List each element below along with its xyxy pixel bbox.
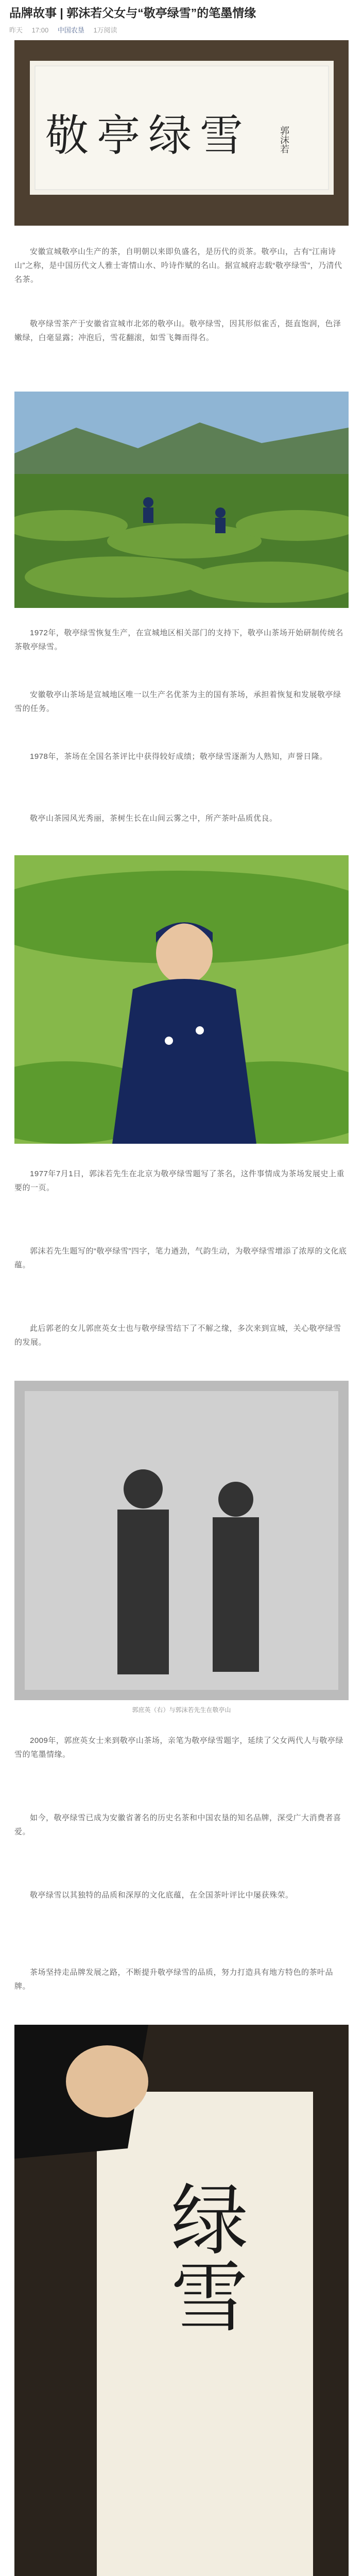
paragraph-11: 如今，敬亭绿雪已成为安徽省著名的历史名茶和中国农垦的知名品牌，深受广大消费者喜爱。: [14, 1814, 341, 1836]
meta-date: 昨天: [9, 26, 23, 34]
meta-time: 17:00: [31, 26, 49, 34]
paragraph-12: 敬亭绿雪以其独特的品质和深厚的文化底蕴，在全国茶叶评比中屡获殊荣。: [30, 1891, 293, 1900]
paragraph-13: 茶场坚持走品牌发展之路，不断提升敬亭绿雪的品质，努力打造具有地方特色的茶叶品牌。: [14, 1968, 334, 1991]
scroll-calligraphy-char: 绿雪: [158, 2179, 247, 2334]
tea-garden-photo: [14, 392, 349, 608]
calligraphy-writing-photo: [14, 2025, 349, 2576]
paragraph-3: 1972年，敬亭绿雪恢复生产，在宣城地区相关部门的支持下，敬亭山茶场开始研制传统名茶敬亭绿雪。: [14, 629, 343, 651]
paragraph-7: 1977年7月1日，郭沫若先生在北京为敬亭绿雪题写了茶名，这件事情成为茶场发展史上重要的一页。: [14, 1170, 345, 1192]
historic-bw-photo: [14, 1381, 349, 1700]
calligraphy-seal-1: 郭沫若: [279, 126, 289, 154]
paragraph-4: 安徽敬亭山茶场是宣城地区唯一以生产名优茶为主的国有茶场，承担着恢复和发展敬亭绿雪的任务。: [14, 690, 341, 713]
paragraph-10: 2009年，郭庶英女士来到敬亭山茶场，亲笔为敬亭绿雪题字，延续了父女两代人与敬亭绿雪的笔墨情缘。: [14, 1736, 343, 1759]
paragraph-5: 1978年，茶场在全国名茶评比中获得较好成绩；敬亭绿雪逐渐为人熟知，声誉日隆。: [30, 752, 327, 761]
article-meta: [9, 25, 125, 35]
article-title: 品牌故事 | 郭沫若父女与“敬亭绿雪”的笔墨情缘: [9, 6, 256, 20]
paragraph-1: 安徽宣城敬亭山生产的茶，自明朝以来即负盛名，是历代的贡茶。敬亭山，古有“江南诗山”之称，是中国历代文人雅士寄情山水、吟诗作赋的名山。据宣城府志载“敬亭绿雪”，乃清代名茶。: [14, 247, 342, 284]
paragraph-8: 郭沫若先生题写的“敬亭绿雪”四字，笔力遒劲，气韵生动，为敬亭绿雪增添了浓厚的文化底蕴。: [14, 1247, 347, 1269]
paragraph-9: 此后郭老的女儿郭庶英女士也与敬亭绿雪结下了不解之缘，多次来到宣城，关心敬亭绿雪的发展。: [14, 1324, 341, 1347]
meta-extra: 1万阅读: [93, 26, 117, 34]
account-link[interactable]: 中国农垦: [57, 26, 84, 34]
paragraph-2: 敬亭绿雪茶产于安徽省宣城市北郊的敬亭山。敬亭绿雪，因其形似雀舌，挺直饱润，色泽嫩绿，白毫显露；冲泡后，雪花翻滚，如雪飞舞而得名。: [14, 319, 341, 342]
photo-caption-1: 郭庶英（右）与郭沫若先生在敬亭山: [132, 1706, 231, 1714]
calligraphy-text-1: 敬亭绿雪: [45, 110, 252, 161]
calligraphy-photo-1: [14, 40, 349, 226]
paragraph-6: 敬亭山茶园风光秀丽，茶树生长在山间云雾之中，所产茶叶品质优良。: [30, 814, 278, 823]
tea-picker-photo: [14, 855, 349, 1144]
